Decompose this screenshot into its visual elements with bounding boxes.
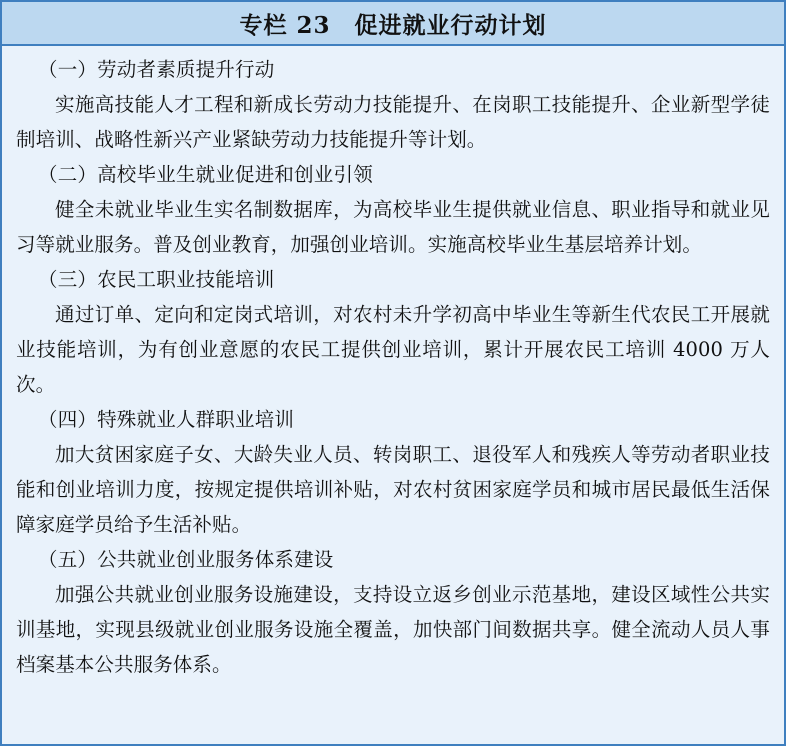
section-heading-3: （三）农民工职业技能培训: [38, 268, 275, 291]
section-body-4: 加大贫困家庭子女、大龄失业人员、转岗职工、退役军人和残疾人等劳动者职业技能和创业培训力度，按规定提供培训补贴，对农村贫困家庭学员和城市居民最低生活保障家庭学员给予生活补贴。: [16, 443, 770, 536]
box-title-bar: [2, 2, 784, 46]
section-body-3: 通过订单、定向和定岗式培训，对农村未升学初高中毕业生等新生代农民工开展就业技能培训，为有创业意愿的农民工提供创业培训，累计开展农民工培训 4000 万人次。: [16, 303, 770, 396]
section-heading-4: （四）特殊就业人群职业培训: [38, 408, 295, 431]
box-content: [2, 46, 784, 682]
section-heading-2: （二）高校毕业生就业促进和创业引领: [38, 163, 373, 186]
section-body-5: 加强公共就业创业服务设施建设，支持设立返乡创业示范基地，建设区域性公共实训基地，实现县级就业创业服务设施全覆盖，加快部门间数据共享。健全流动人员人事档案基本公共服务体系。: [16, 583, 770, 676]
section-body-1: 实施高技能人才工程和新成长劳动力技能提升、在岗职工技能提升、企业新型学徒制培训、战略性新兴产业紧缺劳动力技能提升等计划。: [16, 93, 770, 151]
section-body-2: 健全未就业毕业生实名制数据库，为高校毕业生提供就业信息、职业指导和就业见习等就业服务。普及创业教育，加强创业培训。实施高校毕业生基层培养计划。: [16, 198, 770, 256]
box-title: 专栏 23 促进就业行动计划: [239, 11, 547, 39]
section-heading-1: （一）劳动者素质提升行动: [38, 58, 275, 81]
section-heading-5: （五）公共就业创业服务体系建设: [38, 548, 334, 571]
